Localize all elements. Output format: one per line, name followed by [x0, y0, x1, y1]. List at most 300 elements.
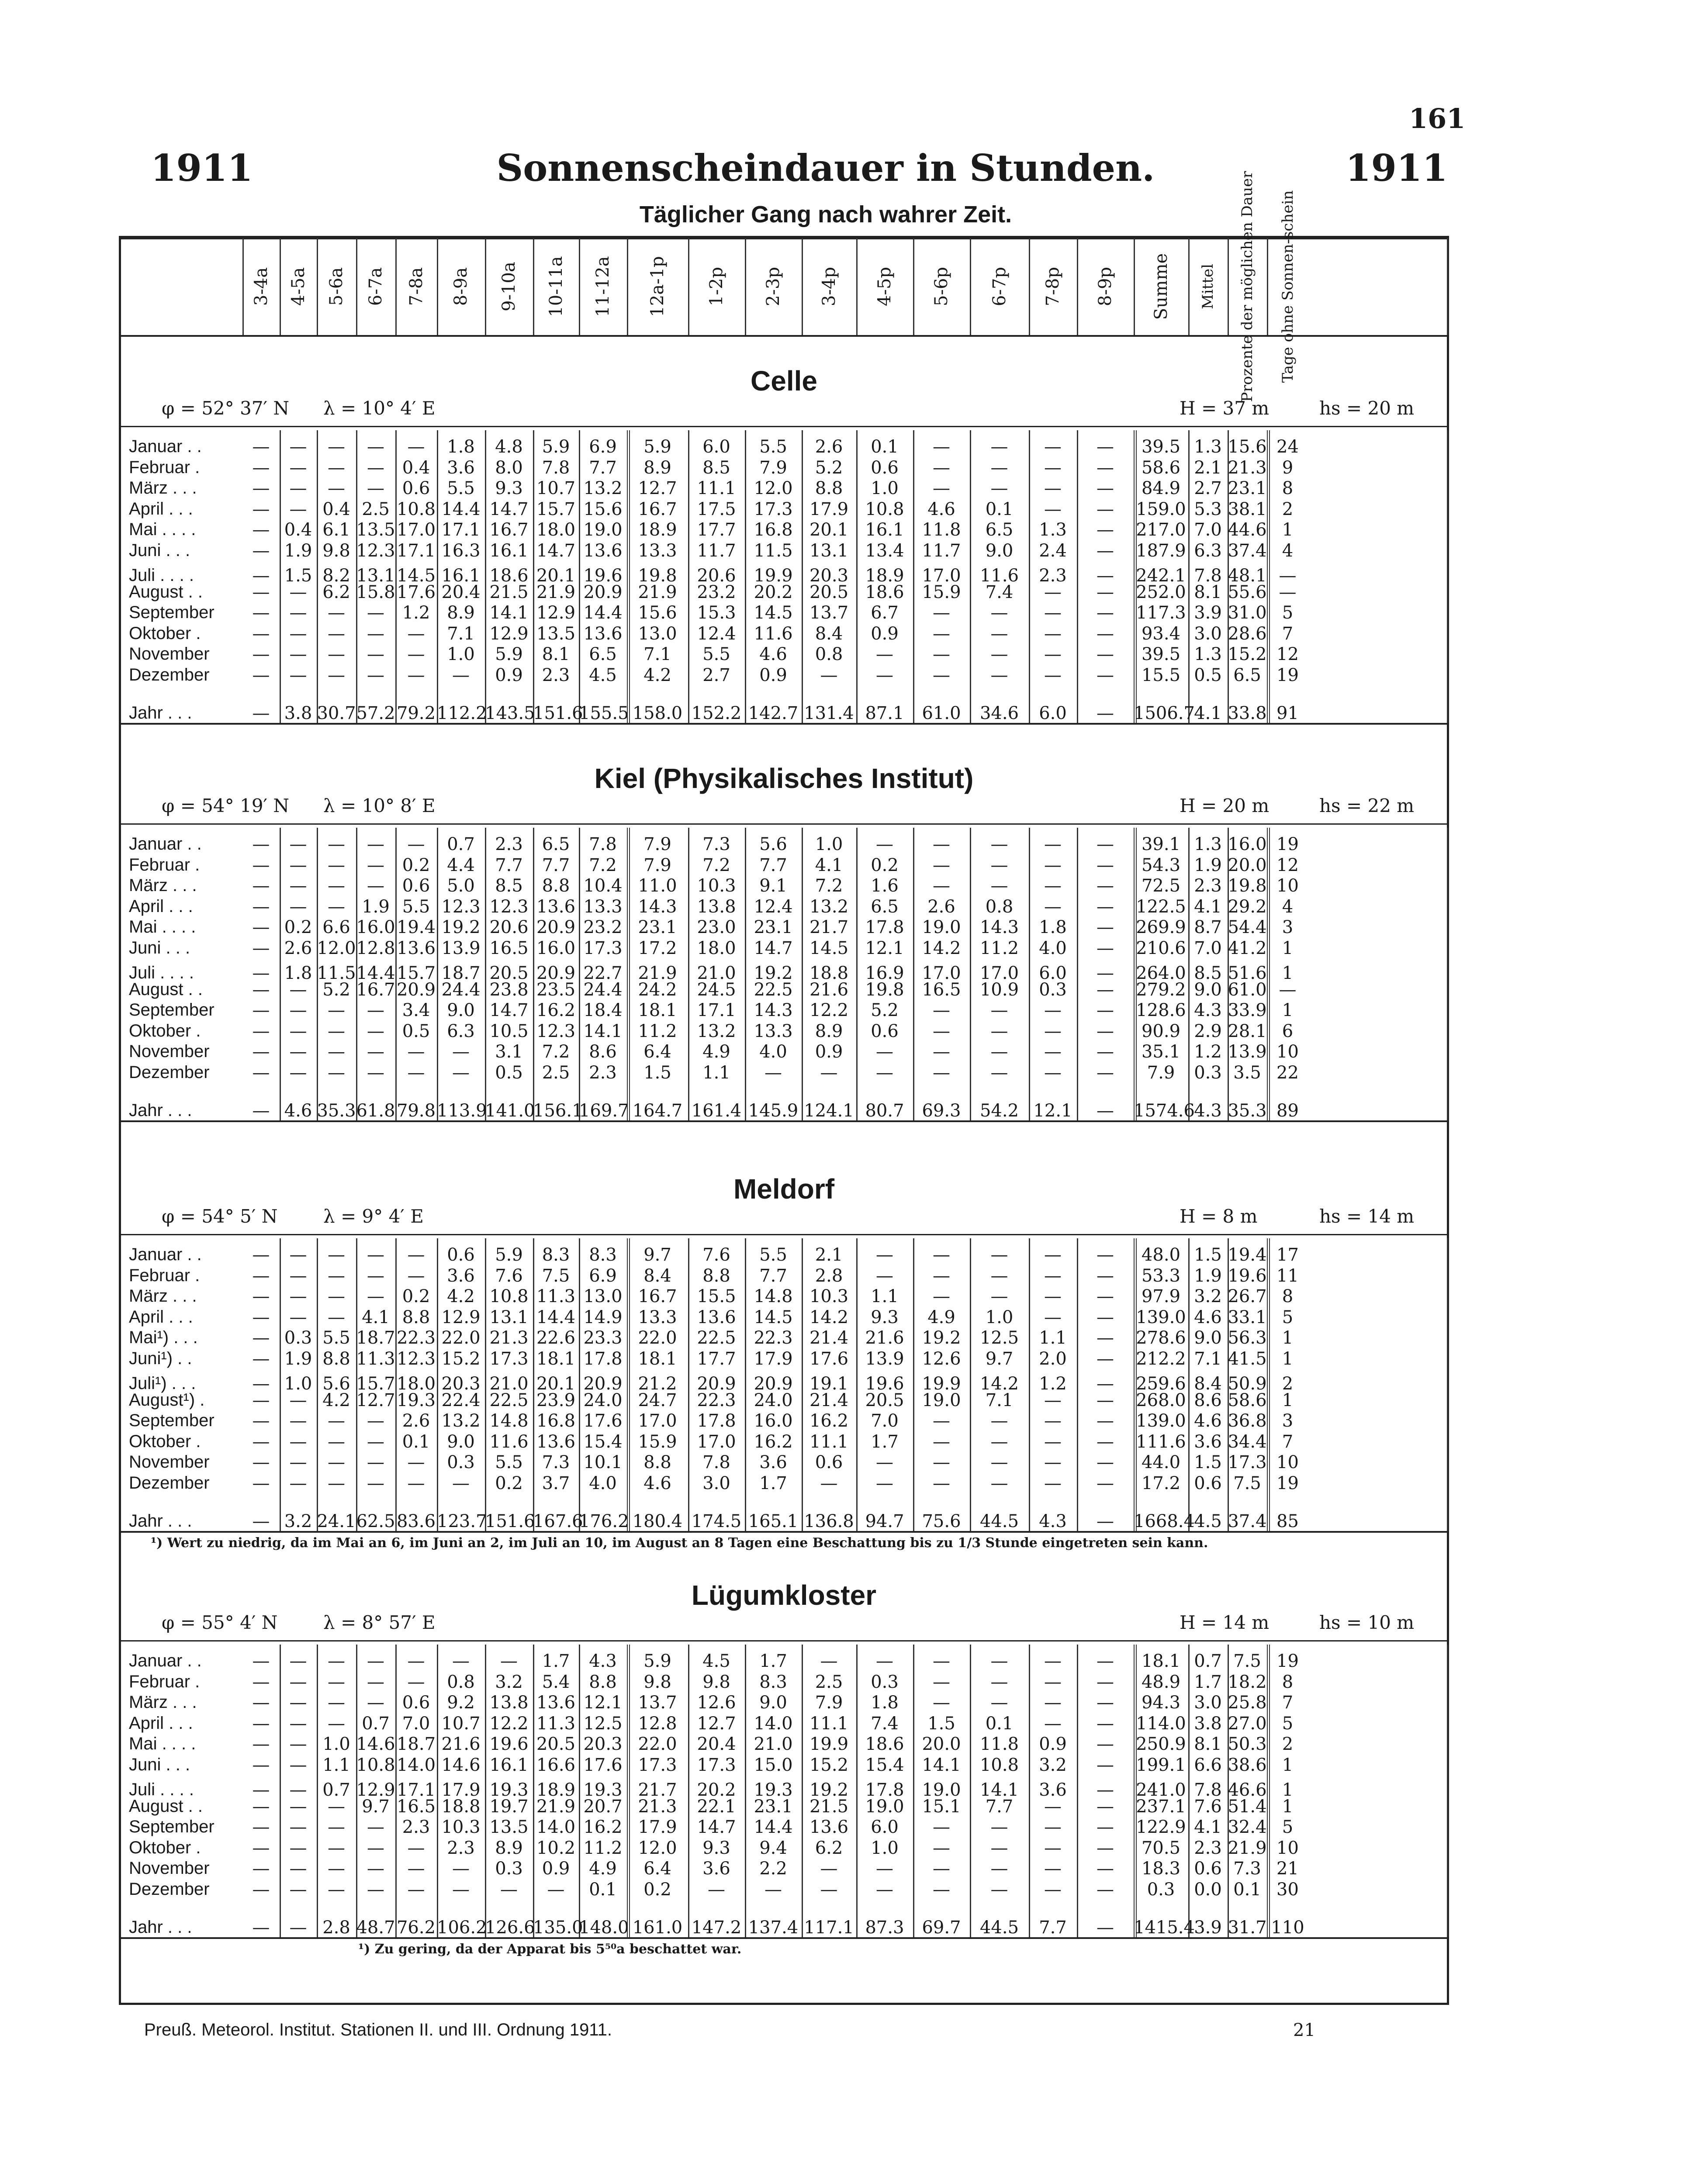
table-cell: 1.1 [1039, 1328, 1067, 1348]
table-cell: 8.8 [815, 478, 843, 498]
table-cell: 124.1 [804, 1101, 854, 1121]
table-cell: 13.5 [536, 623, 576, 644]
table-cell: 0.5 [1194, 665, 1222, 685]
station-name: Kiel (Physikalisches Institut) [594, 763, 974, 794]
table-cell: — [1044, 1431, 1062, 1452]
table-cell: 37.4 [1228, 1511, 1267, 1531]
column-header-label: 8-9a [451, 267, 471, 306]
table-cell: — [367, 1000, 384, 1020]
table-cell: 6.4 [643, 1042, 671, 1062]
table-cell: 17.9 [809, 499, 849, 519]
table-cell: 3.4 [402, 1000, 430, 1020]
table-cell: — [328, 1879, 345, 1900]
table-cell: — [252, 582, 270, 602]
table-cell: 20.1 [536, 566, 576, 586]
table-cell: — [289, 1879, 307, 1900]
table-cell: 58.6 [1141, 457, 1181, 478]
table-cell: 2.1 [1194, 457, 1222, 478]
table-cell: 6.2 [815, 1838, 843, 1858]
table-cell: 3.8 [1194, 1713, 1222, 1734]
station-phi: φ = 52° 37′ N [162, 397, 290, 419]
table-cell: 20.9 [583, 1374, 623, 1394]
table-cell: 7.7 [985, 1796, 1014, 1817]
table-cell: 54.4 [1228, 917, 1267, 937]
table-cell: 2.8 [815, 1265, 843, 1286]
table-cell: — [252, 1431, 270, 1452]
table-cell: 16.2 [583, 1817, 623, 1837]
table-cell: — [328, 1286, 345, 1306]
table-cell: 12 [1276, 855, 1299, 875]
table-cell: — [933, 1000, 950, 1020]
table-cell: 21.0 [697, 963, 736, 983]
table-cell: — [990, 834, 1008, 854]
table-cell: 10.2 [536, 1838, 576, 1858]
table-cell: 4.1 [1194, 1817, 1222, 1837]
table-cell: 0.9 [815, 1042, 843, 1062]
row-label: Juli . . . . [129, 566, 194, 585]
table-cell: — [252, 1734, 270, 1754]
table-cell: — [990, 1411, 1008, 1431]
table-cell: 2.8 [322, 1918, 350, 1938]
table-cell: 1.9 [362, 896, 390, 917]
table-cell: 35.3 [1228, 1101, 1267, 1121]
table-cell: — [367, 603, 384, 623]
table-cell: 210.6 [1136, 938, 1186, 958]
table-cell: 6.0 [702, 437, 730, 457]
table-cell: 17.1 [396, 1780, 436, 1800]
table-cell: 15.6 [583, 499, 623, 519]
table-cell: 20.5 [865, 1390, 904, 1410]
table-cell: 1.7 [871, 1431, 899, 1452]
table-cell: 2.6 [927, 896, 955, 917]
table-cell: 13.7 [809, 603, 849, 623]
table-cell: 20.9 [583, 582, 623, 602]
table-cell: 14.2 [922, 938, 961, 958]
table-cell: 17.3 [489, 1348, 529, 1369]
table-cell: 5.2 [322, 979, 350, 1000]
table-cell: 1.2 [1039, 1374, 1067, 1394]
table-cell: 19.9 [809, 1734, 849, 1754]
table-cell: 19.9 [922, 1374, 961, 1394]
table-cell: — [1279, 979, 1297, 1000]
table-cell: 13.8 [697, 896, 736, 917]
table-cell: 6.7 [871, 603, 899, 623]
table-cell: — [1097, 603, 1114, 623]
table-cell: 13.1 [489, 1307, 529, 1327]
table-cell: — [933, 1431, 950, 1452]
table-cell: 0.5 [402, 1021, 430, 1041]
table-cell: 7.8 [1194, 1780, 1222, 1800]
row-label: November [129, 1859, 210, 1878]
table-cell: 2.5 [542, 1062, 570, 1083]
row-label: Juli¹) . . . [129, 1374, 196, 1393]
column-header [913, 238, 970, 335]
table-cell: — [407, 1651, 425, 1671]
table-cell: — [990, 1000, 1008, 1020]
table-cell: — [407, 623, 425, 644]
table-cell: 12.8 [638, 1713, 677, 1734]
table-cell: — [252, 1838, 270, 1858]
table-cell: — [876, 1473, 893, 1493]
station-h: H = 8 m [1180, 1206, 1258, 1227]
table-cell: — [252, 834, 270, 854]
table-cell: 87.1 [865, 703, 904, 723]
table-cell: — [289, 1245, 307, 1265]
table-cell: 11.1 [697, 478, 736, 498]
table-cell: 24.4 [583, 979, 623, 1000]
table-cell: 8.8 [643, 1452, 671, 1472]
table-cell: 4.5 [702, 1651, 730, 1671]
table-cell: — [252, 1452, 270, 1472]
table-cell: 16.5 [922, 979, 961, 1000]
table-cell: — [289, 896, 307, 917]
table-cell: 1.1 [871, 1286, 899, 1306]
table-cell: 2.3 [1194, 1838, 1222, 1858]
table-cell: 6.5 [589, 644, 617, 664]
table-cell: — [328, 1672, 345, 1692]
row-label: August . . [129, 582, 203, 601]
table-cell: 161.4 [691, 1101, 742, 1121]
table-cell: 15.6 [1228, 437, 1267, 457]
table-cell: 8.4 [815, 623, 843, 644]
table-cell: 35.3 [317, 1101, 356, 1121]
table-cell: 54.2 [979, 1101, 1019, 1121]
table-cell: — [1044, 834, 1062, 854]
table-cell: — [252, 855, 270, 875]
table-cell: 50.9 [1228, 1374, 1267, 1394]
table-cell: 17.0 [697, 1431, 736, 1452]
table-cell: — [1097, 520, 1114, 540]
table-cell: 6.4 [643, 1859, 671, 1879]
table-cell: 21.4 [809, 1328, 849, 1348]
table-cell: 12.7 [638, 478, 677, 498]
table-cell: 41.2 [1228, 938, 1267, 958]
table-cell: 14.5 [809, 938, 849, 958]
table-cell: 4.3 [1194, 1101, 1222, 1121]
table-cell: — [708, 1879, 725, 1900]
table-cell: — [1097, 437, 1114, 457]
table-cell: — [1097, 1286, 1114, 1306]
station-rule [119, 1640, 1449, 1641]
table-cell: — [367, 1817, 384, 1837]
table-cell: — [990, 1286, 1008, 1306]
station-phi: φ = 54° 5′ N [162, 1206, 278, 1227]
table-cell: — [1097, 582, 1114, 602]
table-cell: 7.4 [871, 1713, 899, 1734]
column-divider [1134, 238, 1135, 335]
station-hs: hs = 20 m [1319, 397, 1415, 419]
table-cell: 22.0 [638, 1734, 677, 1754]
table-cell: 3.6 [447, 1265, 475, 1286]
table-cell: 7.3 [1233, 1859, 1261, 1879]
table-cell: 4.0 [1039, 938, 1067, 958]
table-cell: 8.3 [589, 1245, 617, 1265]
table-cell: 19.6 [1228, 1265, 1267, 1286]
table-cell: 26.7 [1228, 1286, 1267, 1306]
table-cell: — [1279, 566, 1297, 586]
table-cell: 21.6 [809, 979, 849, 1000]
table-cell: 14.1 [922, 1755, 961, 1775]
table-cell: 1.0 [284, 1374, 312, 1394]
table-cell: 0.2 [871, 855, 899, 875]
table-cell: 17.6 [809, 1348, 849, 1369]
table-cell: — [289, 1431, 307, 1452]
table-cell: 187.9 [1136, 540, 1186, 561]
table-cell: 23.1 [754, 1796, 793, 1817]
table-cell: — [547, 1879, 565, 1900]
table-cell: 14.5 [754, 603, 793, 623]
table-cell: — [1097, 876, 1114, 896]
table-cell: 7.0 [1194, 938, 1222, 958]
table-cell: 3.6 [1194, 1431, 1222, 1452]
table-cell: 5.6 [322, 1374, 350, 1394]
table-cell: — [252, 703, 270, 723]
table-cell: — [328, 1452, 345, 1472]
table-cell: — [289, 1390, 307, 1410]
table-cell: 19.2 [441, 917, 481, 937]
station-h: H = 14 m [1180, 1612, 1270, 1633]
table-cell: 70.5 [1141, 1838, 1181, 1858]
row-label: Februar . [129, 1672, 200, 1691]
table-cell: 23.0 [697, 917, 736, 937]
table-cell: — [933, 665, 950, 685]
table-cell: 1.1 [322, 1755, 350, 1775]
station-lambda: λ = 10° 8′ E [323, 795, 436, 816]
table-cell: 7.2 [589, 855, 617, 875]
table-cell: — [1044, 478, 1062, 498]
table-cell: 10 [1276, 1838, 1299, 1858]
table-cell: — [407, 1672, 425, 1692]
station-h: H = 37 m [1180, 397, 1270, 419]
table-cell: 10.5 [489, 1021, 529, 1041]
table-cell: 23.5 [536, 979, 576, 1000]
table-cell: 8.5 [1194, 963, 1222, 983]
table-cell: 18.6 [865, 582, 904, 602]
table-cell: 1.9 [284, 540, 312, 561]
column-divider [485, 238, 486, 335]
table-cell: — [452, 1879, 470, 1900]
table-cell: — [933, 437, 950, 457]
table-cell: 17.0 [922, 566, 961, 586]
table-cell: — [452, 1062, 470, 1083]
table-cell: 94.7 [865, 1511, 904, 1531]
table-cell: — [252, 1245, 270, 1265]
table-cell: 30.7 [317, 703, 356, 723]
table-cell: 18.9 [536, 1780, 576, 1800]
table-cell: 21.0 [489, 1374, 529, 1394]
table-cell: 176.2 [579, 1511, 629, 1531]
table-cell: 152.2 [691, 703, 742, 723]
table-cell: — [252, 1918, 270, 1938]
table-cell: 1.0 [447, 644, 475, 664]
table-cell: — [1097, 1796, 1114, 1817]
table-cell: — [1044, 1879, 1062, 1900]
table-cell: 12.4 [754, 896, 793, 917]
table-cell: 5.0 [447, 876, 475, 896]
table-cell: 11.2 [583, 1838, 623, 1858]
table-cell: 7.3 [702, 834, 730, 854]
table-cell: 2.5 [815, 1672, 843, 1692]
row-label: Juli . . . . [129, 963, 194, 982]
table-cell: — [289, 1693, 307, 1713]
table-cell: 7.6 [1194, 1796, 1222, 1817]
table-cell: 16.7 [638, 1286, 677, 1306]
table-cell: 12.5 [583, 1713, 623, 1734]
column-divider [1447, 238, 1448, 335]
table-cell: 8.9 [495, 1838, 523, 1858]
table-cell: — [1044, 1042, 1062, 1062]
column-header-label: 4-5a [288, 267, 308, 306]
table-cell: — [1044, 1713, 1062, 1734]
table-cell: — [1044, 1265, 1062, 1286]
column-divider [802, 238, 803, 335]
table-cell: — [1097, 963, 1114, 983]
table-cell: 23.2 [583, 917, 623, 937]
table-cell: — [1097, 665, 1114, 685]
table-cell: 16.2 [536, 1000, 576, 1020]
table-cell: — [820, 1473, 838, 1493]
column-header-label: 10-11a [546, 256, 566, 317]
table-cell: — [407, 1042, 425, 1062]
table-cell: — [289, 1411, 307, 1431]
table-cell: 19.3 [396, 1390, 436, 1410]
table-cell: — [933, 1411, 950, 1431]
table-cell: 0.7 [447, 834, 475, 854]
table-cell: — [990, 1859, 1008, 1879]
table-cell: 20.5 [489, 963, 529, 983]
table-cell: — [933, 1286, 950, 1306]
table-cell: 5.9 [495, 1245, 523, 1265]
table-cell: 8 [1282, 1286, 1294, 1306]
table-cell: 1.2 [1194, 1042, 1222, 1062]
table-cell: 7.4 [985, 582, 1014, 602]
table-cell: 19.0 [922, 917, 961, 937]
table-cell: — [990, 1265, 1008, 1286]
table-cell: 14.6 [356, 1734, 395, 1754]
table-cell: 0.7 [1194, 1651, 1222, 1671]
table-cell: — [252, 1859, 270, 1879]
table-cell: 165.1 [748, 1511, 799, 1531]
table-cell: 14.1 [583, 1021, 623, 1041]
table-cell: 33.9 [1228, 1000, 1267, 1020]
table-cell: 22.3 [754, 1328, 793, 1348]
table-cell: 1.7 [759, 1473, 787, 1493]
table-cell: — [252, 1411, 270, 1431]
table-cell: 2.3 [542, 665, 570, 685]
table-cell: 14.0 [396, 1755, 436, 1775]
table-cell: — [328, 1693, 345, 1713]
table-cell: 20.9 [697, 1374, 736, 1394]
table-cell: 12.3 [536, 1021, 576, 1041]
table-cell: 24.7 [638, 1390, 677, 1410]
table-cell: 9.0 [1194, 979, 1222, 1000]
row-label: Oktober . [129, 1021, 201, 1040]
table-cell: — [1044, 855, 1062, 875]
table-cell: 7 [1282, 1693, 1294, 1713]
column-header-label: 7-8p [1043, 266, 1063, 307]
table-cell: 13.9 [865, 1348, 904, 1369]
column-header [485, 238, 533, 335]
table-cell: 1.3 [1194, 644, 1222, 664]
table-cell: 38.1 [1228, 499, 1267, 519]
table-cell: — [876, 1452, 893, 1472]
table-cell: — [289, 1473, 307, 1493]
table-cell: — [289, 644, 307, 664]
table-cell: 3.0 [1194, 623, 1222, 644]
table-cell: 2 [1282, 499, 1294, 519]
table-cell: — [252, 1390, 270, 1410]
row-label: April . . . [129, 1307, 193, 1327]
table-cell: — [1097, 1062, 1114, 1083]
table-cell: — [252, 979, 270, 1000]
column-header-label: Tage ohne Sonnen-schein [1279, 190, 1297, 383]
table-cell: — [1044, 1796, 1062, 1817]
table-cell: 1.1 [702, 1062, 730, 1083]
table-cell: — [252, 1062, 270, 1083]
table-cell: 3.6 [1039, 1780, 1067, 1800]
table-cell: — [990, 1431, 1008, 1452]
table-cell: 91 [1276, 703, 1299, 723]
table-cell: 21.0 [754, 1734, 793, 1754]
table-cell: 4.3 [589, 1651, 617, 1671]
table-cell: 6.5 [1233, 665, 1261, 685]
table-cell: — [367, 1452, 384, 1472]
row-label: März . . . [129, 1693, 197, 1712]
table-cell: 4.1 [1194, 703, 1222, 723]
row-label: Dezember [129, 1062, 210, 1082]
table-cell: 14.0 [754, 1713, 793, 1734]
table-cell: — [328, 1473, 345, 1493]
table-cell: 4.5 [589, 665, 617, 685]
table-cell: 167.6 [533, 1511, 583, 1531]
table-cell: — [933, 1651, 950, 1671]
table-cell: — [328, 1859, 345, 1879]
table-cell: 156.1 [533, 1101, 583, 1121]
table-cell: 131.4 [804, 703, 854, 723]
table-cell: — [990, 1042, 1008, 1062]
table-cell: — [820, 1859, 838, 1879]
table-cell: 0.7 [322, 1780, 350, 1800]
table-cell: 4.9 [702, 1042, 730, 1062]
table-cell: 13.6 [396, 938, 436, 958]
table-cell: 18.9 [865, 566, 904, 586]
table-cell: 83.6 [396, 1511, 436, 1531]
table-cell: 13.4 [865, 540, 904, 561]
table-cell: 19.8 [638, 566, 677, 586]
table-cell: — [289, 1672, 307, 1692]
row-label: Juli . . . . [129, 1780, 194, 1799]
table-cell: 15.4 [865, 1755, 904, 1775]
table-cell: — [367, 1042, 384, 1062]
table-cell: 147.2 [691, 1918, 742, 1938]
table-cell: 5.5 [759, 437, 787, 457]
table-cell: 21.3 [638, 1796, 677, 1817]
table-cell: 19.9 [754, 566, 793, 586]
table-cell: — [289, 1713, 307, 1734]
table-cell: 9.8 [322, 540, 350, 561]
table-cell: 18.1 [638, 1000, 677, 1020]
column-header [627, 238, 688, 335]
table-cell: — [252, 1000, 270, 1020]
table-cell: — [1097, 566, 1114, 586]
table-cell: — [1044, 582, 1062, 602]
station-end-rule [119, 723, 1449, 725]
table-cell: 37.4 [1228, 540, 1267, 561]
table-cell: 5.2 [815, 457, 843, 478]
table-cell: 112.2 [437, 703, 487, 723]
table-cell: — [1044, 1307, 1062, 1327]
table-cell: 7.5 [542, 1265, 570, 1286]
